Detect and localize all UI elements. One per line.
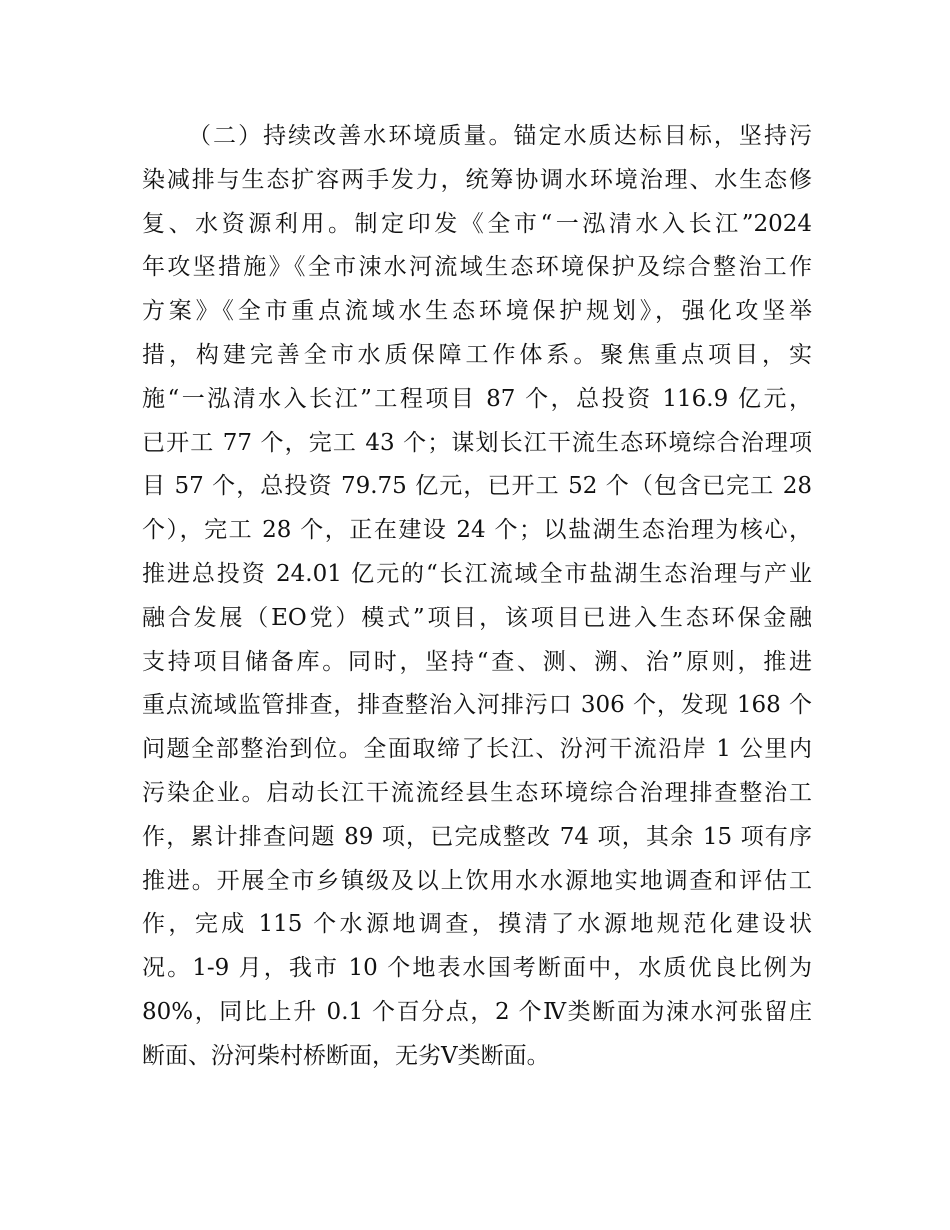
paragraph-line-18: 推进。开展全市乡镇级及以上饮用水水源地实地调查和评估工	[142, 867, 812, 894]
paragraph-line-10: 个），完工 28 个，正在建设 24 个；以盐湖生态治理为核心，	[142, 517, 812, 544]
paragraph-line-14: 重点流域监管排查，排查整治入河排污口 306 个，发现 168 个	[142, 692, 812, 719]
paragraph-line-19: 作，完成 115 个水源地调查，摸清了水源地规范化建设状	[142, 911, 812, 938]
paragraph-line-20: 况。1-9 月，我市 10 个地表水国考断面中，水质优良比例为	[142, 955, 812, 982]
paragraph-line-2: 染减排与生态扩容两手发力，统筹协调水环境治理、水生态修	[142, 166, 812, 193]
paragraph-line-22: 断面、汾河柴村桥断面，无劣Ⅴ类断面。	[142, 1042, 550, 1069]
paragraph-line-12: 融合发展（EO党）模式”项目，该项目已进入生态环保金融	[142, 604, 812, 631]
paragraph-line-8: 已开工 77 个，完工 43 个；谋划长江干流生态环境综合治理项	[142, 429, 812, 456]
paragraph-line-3: 复、水资源利用。制定印发《全市“一泓清水入长江”2024	[142, 210, 812, 237]
paragraph-line-13: 支持项目储备库。同时，坚持“查、测、溯、治”原则，推进	[142, 648, 812, 675]
water-environment-paragraph	[142, 115, 812, 1079]
paragraph-line-9: 目 57 个，总投资 79.75 亿元，已开工 52 个（包含已完工 28	[142, 473, 812, 500]
paragraph-line-4: 年攻坚措施》《全市涑水河流域生态环境保护及综合整治工作	[142, 254, 812, 281]
paragraph-line-15: 问题全部整治到位。全面取缔了长江、汾河干流沿岸 1 公里内	[142, 736, 812, 763]
paragraph-line-21: 80%，同比上升 0.1 个百分点，2 个Ⅳ类断面为涑水河张留庄	[142, 998, 812, 1025]
paragraph-line-11: 推进总投资 24.01 亿元的“长江流域全市盐湖生态治理与产业	[142, 560, 812, 587]
paragraph-line-5: 方案》《全市重点流域水生态环境保护规划》，强化攻坚举	[142, 298, 812, 325]
paragraph-line-17: 作，累计排查问题 89 项，已完成整改 74 项，其余 15 项有序	[142, 823, 812, 850]
paragraph-line-16: 污染企业。启动长江干流流经县生态环境综合治理排查整治工	[142, 779, 812, 806]
paragraph-line-6: 措，构建完善全市水质保障工作体系。聚焦重点项目，实	[142, 341, 812, 368]
paragraph-line-1: （二）持续改善水环境质量。锚定水质达标目标，坚持污	[188, 123, 812, 149]
paragraph-line-7: 施“一泓清水入长江”工程项目 87 个，总投资 116.9 亿元，	[142, 385, 812, 412]
